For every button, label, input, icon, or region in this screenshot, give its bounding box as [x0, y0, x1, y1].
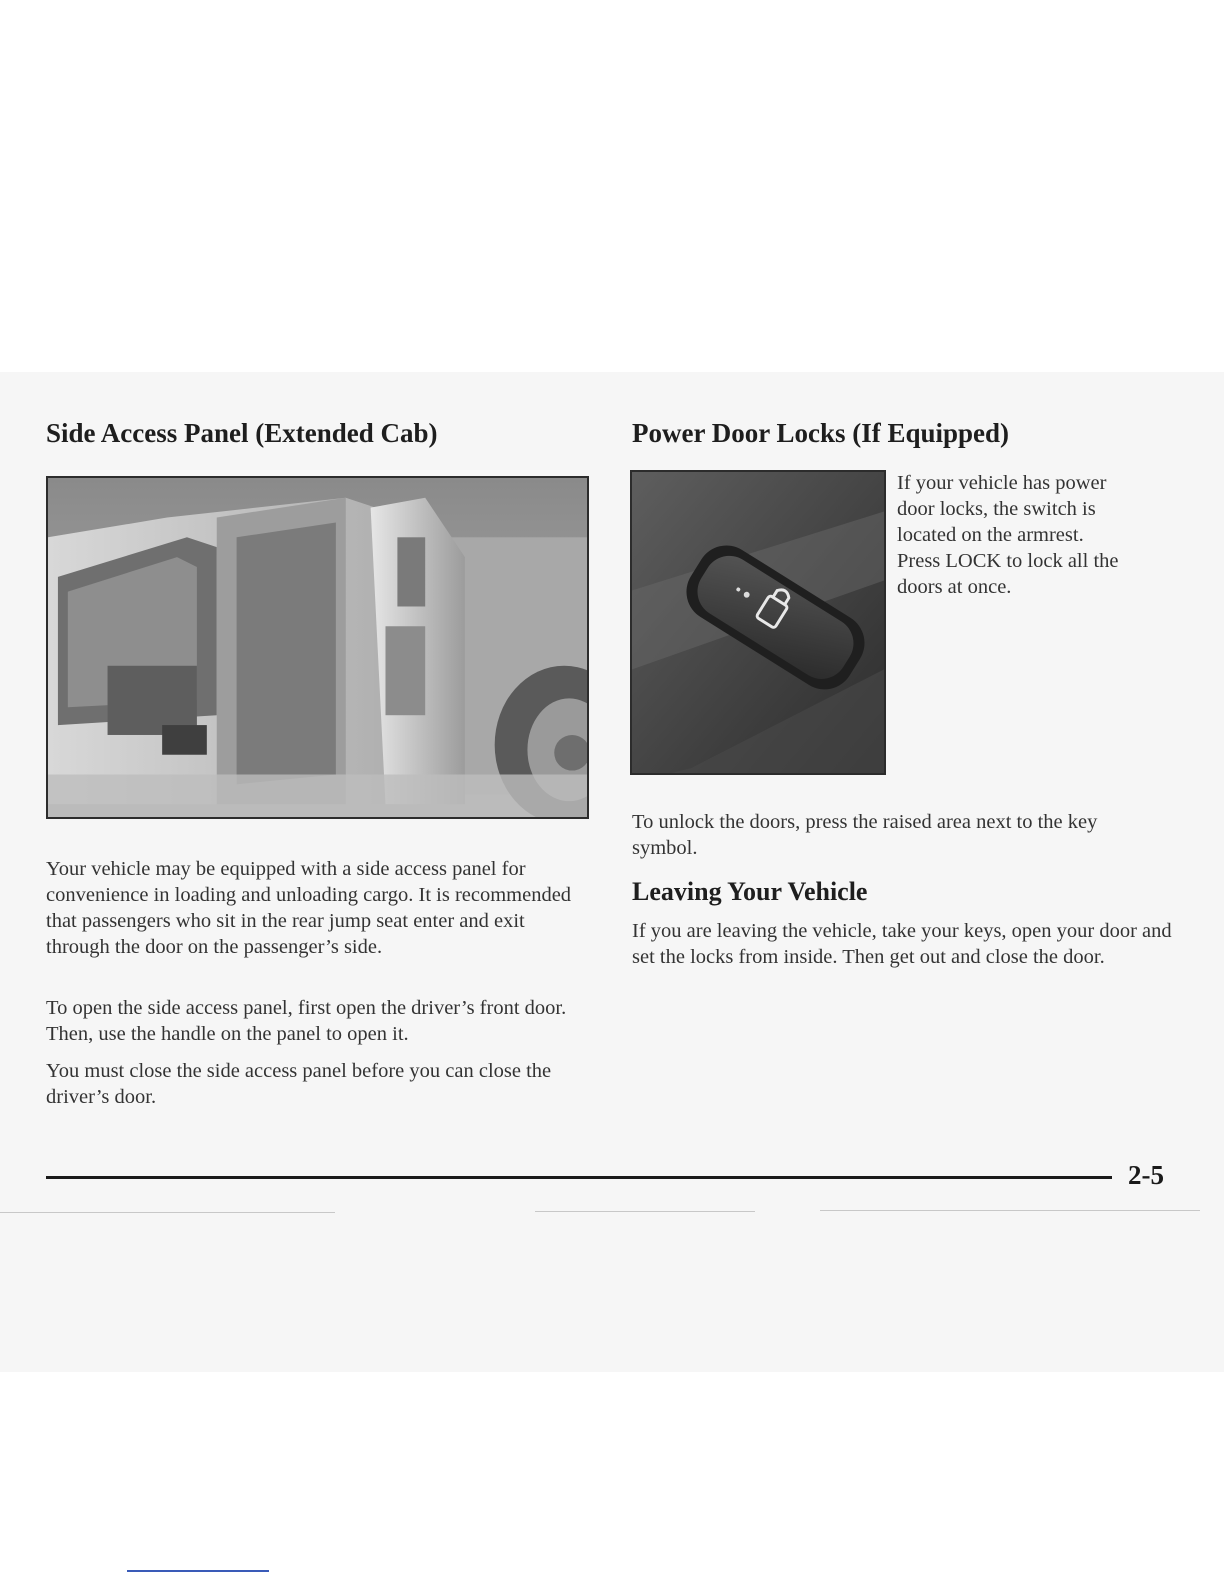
scan-artifact-line-1 [0, 1212, 335, 1213]
power-locks-intro-line-3: located on the armrest. [897, 524, 1084, 546]
page-number: 2-5 [1128, 1160, 1164, 1190]
door-lock-switch-photo [630, 470, 886, 775]
power-locks-intro-line-2: door locks, the switch is [897, 498, 1096, 520]
side-access-panel-photo [46, 476, 589, 819]
power-locks-intro-line-1: If your vehicle has power [897, 472, 1107, 494]
lock-switch-illustration [632, 472, 884, 773]
leaving-vehicle-paragraph: If you are leaving the vehicle, take your keys, open your door and set the locks from inside. Then get out and close the door. [632, 920, 1172, 968]
unlock-instructions: To unlock the doors, press the raised area next to the key symbol. [632, 811, 1098, 859]
side-access-panel-heading: Side Access Panel (Extended Cab) [46, 418, 438, 448]
power-locks-intro-line-5: doors at once. [897, 576, 1012, 598]
bottom-link-underline [127, 1570, 269, 1572]
leaving-your-vehicle-heading: Leaving Your Vehicle [632, 877, 868, 906]
side-panel-paragraph-3: You must close the side access panel before you can close the driver’s door. [46, 1060, 552, 1108]
power-locks-intro-line-4: Press LOCK to lock all the [897, 550, 1119, 572]
scan-artifact-line-3 [820, 1210, 1200, 1211]
footer-rule [46, 1176, 1112, 1179]
scan-artifact-line-2 [535, 1211, 755, 1212]
side-panel-paragraph-2: To open the side access panel, first open the driver’s front door. Then, use the handle on the panel to open it. [46, 997, 567, 1045]
side-panel-paragraph-1: Your vehicle may be equipped with a side access panel for convenience in loading and unloading cargo. It is recommended that passengers who sit in the rear jump seat enter and exit through the door on the passenger’s side. [46, 858, 572, 958]
power-door-locks-heading: Power Door Locks (If Equipped) [632, 418, 1010, 448]
truck-open-door-illustration [48, 478, 587, 817]
